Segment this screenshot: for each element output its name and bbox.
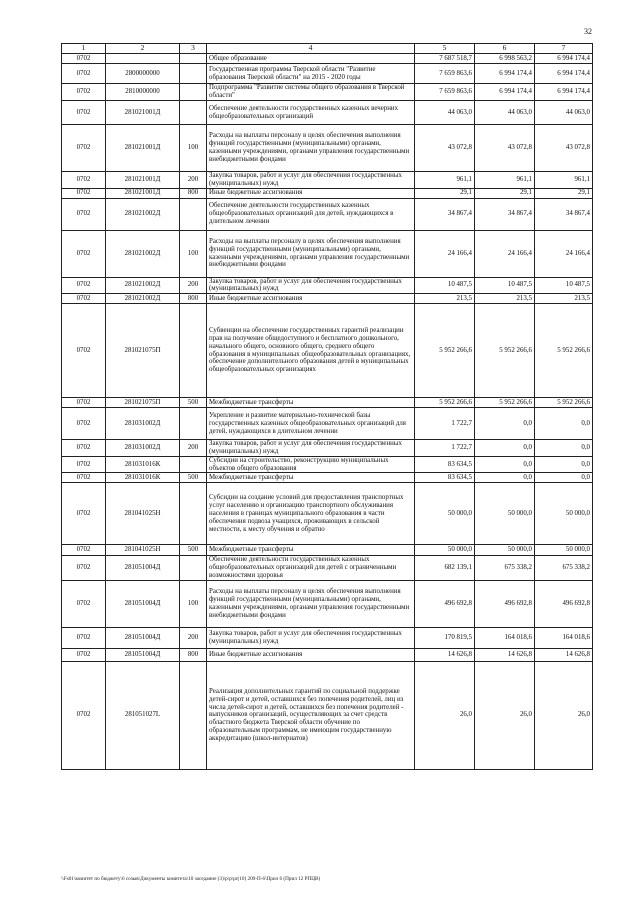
row-amount-2: 961,1 [475, 172, 535, 189]
table-row [62, 125, 593, 172]
row-expense-type [180, 483, 207, 545]
row-name: Иные бюджетные ассигнования [207, 648, 415, 661]
row-name: Расходы на выплаты персоналу в целях обеспечения выполнения функций государственными (муниципальными) органами, казенными учреждениями, органами управления государственными внебюджетными фондами [207, 230, 415, 277]
row-amount-1: 50 000,0 [415, 545, 475, 556]
row-amount-3: 50 000,0 [535, 483, 593, 545]
row-amount-2: 213,5 [475, 294, 535, 304]
row-section-code: 0702 [62, 198, 106, 230]
table-row [62, 230, 593, 277]
table-row [62, 456, 593, 473]
row-expense-type: 800 [180, 648, 207, 661]
row-amount-2: 5 952 266,6 [475, 398, 535, 408]
row-amount-1: 170 819,5 [415, 627, 475, 648]
header-row [62, 44, 593, 54]
row-amount-3: 14 626,8 [535, 648, 593, 661]
row-amount-3: 10 487,5 [535, 277, 593, 294]
row-article-code: 281051004Д [106, 580, 180, 627]
row-expense-type: 200 [180, 627, 207, 648]
row-name: Иные бюджетные ассигнования [207, 188, 415, 198]
row-amount-1: 10 487,5 [415, 277, 475, 294]
row-expense-type: 500 [180, 545, 207, 556]
row-amount-2: 0,0 [475, 440, 535, 457]
row-amount-3: 961,1 [535, 172, 593, 189]
header-cell-1: 1 [62, 44, 106, 54]
row-section-code: 0702 [62, 483, 106, 545]
page-number: 32 [584, 27, 592, 36]
row-amount-2: 6 994 174,4 [475, 64, 535, 84]
row-amount-3: 34 867,4 [535, 198, 593, 230]
row-expense-type: 100 [180, 125, 207, 172]
table-row [62, 84, 593, 101]
footer-file-path: \\Fs01\комитет по бюджету\6 созыв\Документы комитета\10 заседание (3)\p\p\pr(10) 209-П-6\Прил 6 (Прил 12 РПЦВ) [61, 876, 321, 882]
row-name: Межбюджетные трансферты [207, 545, 415, 556]
row-expense-type [180, 556, 207, 580]
row-amount-3: 24 166,4 [535, 230, 593, 277]
table-header [62, 44, 593, 54]
row-name: Субсидии на создание условий для предоставления транспортных услуг населению и организацию транспортного обслуживания населения в границах муниципального образования в части обеспечения подвоза учащихся, проживающих в сельской местности, к месту обучения и обратно [207, 483, 415, 545]
row-amount-3: 0,0 [535, 473, 593, 483]
row-name: Общее образование [207, 54, 415, 64]
row-amount-1: 29,1 [415, 188, 475, 198]
row-article-code: 281051004Д [106, 556, 180, 580]
table-row [62, 294, 593, 304]
row-section-code: 0702 [62, 172, 106, 189]
table-row [62, 172, 593, 189]
row-article-code: 281031016К [106, 473, 180, 483]
row-section-code: 0702 [62, 440, 106, 457]
row-name: Реализация дополнительных гарантий по социальной поддержке детей-сирот и детей, оставшихся без попечения родителей, лиц из числа детей-сирот и детей, оставшихся без попечения родителей - выпускников организаций, осуществляющих за счет средств областного бюджета Тверской области обучение по образовательным программам, не имеющим государственную аккредитацию (школ-интернатов) [207, 661, 415, 769]
row-expense-type [180, 408, 207, 440]
row-amount-1: 24 166,4 [415, 230, 475, 277]
table-row [62, 304, 593, 398]
row-expense-type: 100 [180, 230, 207, 277]
row-name: Укрепление и развитие материально-технической базы государственных казенных общеобразовательных организаций для детей, нуждающихся в длительном лечении [207, 408, 415, 440]
row-name: Субвенции на обеспечение государственных гарантий реализации прав на получение общедоступного и бесплатного дошкольного, начального общего, основного общего, среднего общего образования в муниципальных общеобразовательных организациях, обеспечение дополнительного образования детей в муниципальных общеобразовательных организациях [207, 304, 415, 398]
row-amount-2: 5 952 266,6 [475, 304, 535, 398]
row-name: Закупка товаров, работ и услуг для обеспечения государственных (муниципальных) нужд [207, 277, 415, 294]
row-section-code: 0702 [62, 661, 106, 769]
row-amount-1: 5 952 266,6 [415, 398, 475, 408]
header-cell-3: 3 [180, 44, 207, 54]
row-amount-2: 496 692,8 [475, 580, 535, 627]
row-amount-1: 7 659 863,6 [415, 84, 475, 101]
row-amount-1: 26,0 [415, 661, 475, 769]
row-amount-2: 0,0 [475, 473, 535, 483]
row-article-code: 281021075П [106, 398, 180, 408]
row-name: Государственная программа Тверской области "Развитие образования Тверской области" на 2015 - 2020 годы [207, 64, 415, 84]
row-expense-type: 800 [180, 188, 207, 198]
row-article-code: 281021075П [106, 304, 180, 398]
row-amount-3: 675 338,2 [535, 556, 593, 580]
row-expense-type: 200 [180, 172, 207, 189]
row-amount-2: 0,0 [475, 456, 535, 473]
row-amount-2: 34 867,4 [475, 198, 535, 230]
row-amount-2: 6 994 174,4 [475, 84, 535, 101]
row-section-code: 0702 [62, 64, 106, 84]
row-expense-type [180, 198, 207, 230]
row-amount-2: 44 063,0 [475, 101, 535, 125]
row-amount-1: 83 634,5 [415, 456, 475, 473]
row-name: Иные бюджетные ассигнования [207, 294, 415, 304]
row-amount-1: 5 952 266,6 [415, 304, 475, 398]
row-expense-type: 100 [180, 580, 207, 627]
row-section-code: 0702 [62, 101, 106, 125]
row-article-code: 281051004Д [106, 627, 180, 648]
row-article-code: 281021001Д [106, 172, 180, 189]
row-amount-3: 26,0 [535, 661, 593, 769]
row-amount-1: 34 867,4 [415, 198, 475, 230]
table-row [62, 408, 593, 440]
row-expense-type: 200 [180, 277, 207, 294]
row-section-code: 0702 [62, 188, 106, 198]
row-amount-1: 44 063,0 [415, 101, 475, 125]
row-article-code: 281041025Н [106, 545, 180, 556]
row-amount-1: 14 626,8 [415, 648, 475, 661]
row-amount-2: 14 626,8 [475, 648, 535, 661]
row-section-code: 0702 [62, 294, 106, 304]
table-row [62, 473, 593, 483]
row-amount-1: 961,1 [415, 172, 475, 189]
row-amount-3: 496 692,8 [535, 580, 593, 627]
table-row [62, 648, 593, 661]
row-name: Субсидии на строительство, реконструкцию муниципальных объектов общего образования [207, 456, 415, 473]
row-section-code: 0702 [62, 408, 106, 440]
row-name: Обеспечение деятельности государственных казенных вечерних общеобразовательных организаций [207, 101, 415, 125]
row-article-code: 281021002Д [106, 294, 180, 304]
row-article-code: 281021001Д [106, 101, 180, 125]
row-section-code: 0702 [62, 230, 106, 277]
row-article-code: 2810000000 [106, 84, 180, 101]
row-expense-type: 500 [180, 398, 207, 408]
budget-table [61, 43, 593, 770]
row-expense-type [180, 304, 207, 398]
row-amount-3: 0,0 [535, 440, 593, 457]
row-amount-3: 213,5 [535, 294, 593, 304]
row-amount-1: 7 687 518,7 [415, 54, 475, 64]
row-expense-type [180, 456, 207, 473]
row-name: Межбюджетные трансферты [207, 398, 415, 408]
row-article-code: 281031002Д [106, 440, 180, 457]
row-section-code: 0702 [62, 125, 106, 172]
row-amount-2: 50 000,0 [475, 483, 535, 545]
row-amount-3: 29,1 [535, 188, 593, 198]
row-name: Межбюджетные трансферты [207, 473, 415, 483]
table-row [62, 556, 593, 580]
table-row [62, 398, 593, 408]
row-amount-1: 7 659 863,6 [415, 64, 475, 84]
table-body [62, 54, 593, 770]
row-article-code: 281021002Д [106, 277, 180, 294]
row-section-code: 0702 [62, 456, 106, 473]
row-amount-1: 1 722,7 [415, 440, 475, 457]
row-article-code: 281021001Д [106, 188, 180, 198]
row-amount-3: 6 994 174,4 [535, 84, 593, 101]
row-amount-3: 164 018,6 [535, 627, 593, 648]
row-article-code: 281031002Д [106, 408, 180, 440]
row-amount-2: 29,1 [475, 188, 535, 198]
row-expense-type: 200 [180, 440, 207, 457]
row-amount-2: 24 166,4 [475, 230, 535, 277]
row-expense-type [180, 64, 207, 84]
row-expense-type: 500 [180, 473, 207, 483]
row-section-code: 0702 [62, 398, 106, 408]
row-amount-1: 50 000,0 [415, 483, 475, 545]
row-section-code: 0702 [62, 473, 106, 483]
row-amount-1: 83 634,5 [415, 473, 475, 483]
row-amount-2: 6 998 563,2 [475, 54, 535, 64]
row-amount-2: 10 487,5 [475, 277, 535, 294]
table-row [62, 277, 593, 294]
row-name: Подпрограмма "Развитие системы общего образования в Тверской области" [207, 84, 415, 101]
row-amount-2: 0,0 [475, 408, 535, 440]
table-row [62, 483, 593, 545]
row-name: Закупка товаров, работ и услуг для обеспечения государственных (муниципальных) нужд [207, 172, 415, 189]
row-section-code: 0702 [62, 54, 106, 64]
row-article-code: 281021002Д [106, 198, 180, 230]
row-amount-2: 675 338,2 [475, 556, 535, 580]
row-section-code: 0702 [62, 627, 106, 648]
row-amount-2: 164 018,6 [475, 627, 535, 648]
row-expense-type [180, 54, 207, 64]
row-amount-3: 43 072,8 [535, 125, 593, 172]
row-section-code: 0702 [62, 277, 106, 294]
row-expense-type [180, 101, 207, 125]
table-row [62, 440, 593, 457]
row-amount-3: 0,0 [535, 408, 593, 440]
row-name: Обеспечение деятельности государственных казенных общеобразовательных организаций для детей с ограниченными возможностями здоровья [207, 556, 415, 580]
table-row [62, 188, 593, 198]
table-row [62, 198, 593, 230]
row-amount-1: 496 692,8 [415, 580, 475, 627]
row-expense-type [180, 661, 207, 769]
row-name: Расходы на выплаты персоналу в целях обеспечения выполнения функций государственными (муниципальными) органами, казенными учреждениями, органами управления государственными внебюджетными фондами [207, 580, 415, 627]
row-article-code: 281051027L [106, 661, 180, 769]
row-amount-2: 50 000,0 [475, 545, 535, 556]
row-section-code: 0702 [62, 84, 106, 101]
row-article-code: 281031016К [106, 456, 180, 473]
table-row [62, 627, 593, 648]
row-name: Обеспечение деятельности государственных казенных общеобразовательных организаций для детей, нуждающихся в длительном лечении [207, 198, 415, 230]
row-section-code: 0702 [62, 545, 106, 556]
row-expense-type: 800 [180, 294, 207, 304]
header-cell-5: 5 [415, 44, 475, 54]
row-section-code: 0702 [62, 648, 106, 661]
row-amount-2: 43 072,8 [475, 125, 535, 172]
header-cell-2: 2 [106, 44, 180, 54]
header-cell-7: 7 [535, 44, 593, 54]
header-cell-4: 4 [207, 44, 415, 54]
header-cell-6: 6 [475, 44, 535, 54]
row-section-code: 0702 [62, 580, 106, 627]
row-article-code: 281021002Д [106, 230, 180, 277]
table-row [62, 64, 593, 84]
row-expense-type [180, 84, 207, 101]
table-row [62, 661, 593, 769]
table-row [62, 54, 593, 64]
table-row [62, 580, 593, 627]
row-amount-3: 6 994 174,4 [535, 64, 593, 84]
row-article-code: 281021001Д [106, 125, 180, 172]
row-amount-3: 50 000,0 [535, 545, 593, 556]
row-amount-3: 0,0 [535, 456, 593, 473]
row-amount-3: 44 063,0 [535, 101, 593, 125]
row-amount-2: 26,0 [475, 661, 535, 769]
row-amount-1: 43 072,8 [415, 125, 475, 172]
row-amount-3: 5 952 266,6 [535, 304, 593, 398]
table-row [62, 545, 593, 556]
row-article-code [106, 54, 180, 64]
table-row [62, 101, 593, 125]
row-section-code: 0702 [62, 304, 106, 398]
row-article-code: 281051004Д [106, 648, 180, 661]
row-article-code: 281041025Н [106, 483, 180, 545]
row-name: Закупка товаров, работ и услуг для обеспечения государственных (муниципальных) нужд [207, 627, 415, 648]
row-name: Расходы на выплаты персоналу в целях обеспечения выполнения функций государственными (муниципальными) органами, казенными учреждениями, органами управления государственными внебюджетными фондами [207, 125, 415, 172]
row-amount-1: 682 139,1 [415, 556, 475, 580]
row-name: Закупка товаров, работ и услуг для обеспечения государственных (муниципальных) нужд [207, 440, 415, 457]
row-amount-1: 213,5 [415, 294, 475, 304]
row-article-code: 2800000000 [106, 64, 180, 84]
row-amount-3: 6 994 174,4 [535, 54, 593, 64]
row-section-code: 0702 [62, 556, 106, 580]
row-amount-3: 5 952 266,6 [535, 398, 593, 408]
row-amount-1: 1 722,7 [415, 408, 475, 440]
